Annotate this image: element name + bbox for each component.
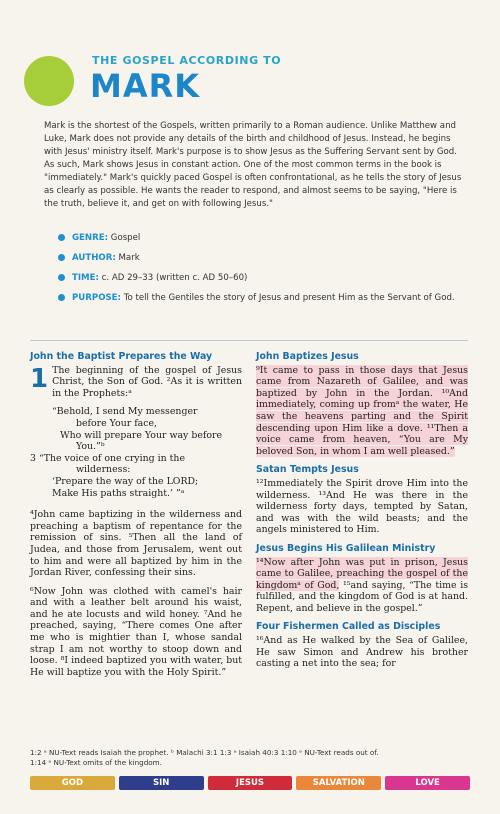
- verse-paragraph: ¹²Immediately the Spirit drove Him into the wilderness. ¹³And He was there in the wilderness forty days, tempted by Satan, and was with the wild beasts; and the angels ministered to Him.: [256, 477, 468, 536]
- verse-paragraph: ⁶Now John was clothed with camel's hair and with a leather belt around his waist, and he ate locusts and wild honey. ⁷And he preached, saying, “There comes One after me who is mightier than I, whose sandal strap I am not worthy to stoop down and loose. ⁸I indeed baptized you with water, but He will baptize you with the Holy Spirit.”: [30, 585, 242, 678]
- footnotes: [30, 748, 470, 768]
- fact-author: AUTHOR: Mark: [58, 252, 458, 264]
- highlighted-verse: ¹⁴Now after John was put in prison, Jesus came to Galilee, preaching the gospel of the kingdomᵃ of God,: [256, 556, 468, 591]
- book-kicker: THE GOSPEL ACCORDING TO: [92, 54, 282, 67]
- left-column: [30, 351, 242, 685]
- book-facts-list: [58, 232, 458, 312]
- verse-paragraph: ¹⁶And as He walked by the Sea of Galilee, He saw Simon and Andrew his brother casting a net into the sea; for: [256, 635, 468, 670]
- book-title: MARK: [90, 67, 201, 105]
- section-heading: Four Fishermen Called as Disciples: [256, 621, 441, 633]
- section-divider: [30, 340, 468, 341]
- green-circle-graphic: [24, 56, 74, 106]
- verse-paragraph: ¹⁴Now after John was put in prison, Jesus came to Galilee, preaching the gospel of the kingdomᵃ of God, ¹⁵and saying, “The time is fulfilled, and the kingdom of God is at hand. Repent, and believe in the gospel.”: [256, 556, 469, 614]
- section-heading: John the Baptist Prepares the Way: [30, 351, 213, 362]
- right-column: [256, 351, 468, 677]
- book-header: [0, 48, 500, 112]
- footnote-line: 1:2 ᵃ NU-Text reads Isaiah the prophet. ᵇ Malachi 3:1 1:3 ᵃ Isaiah 40:3 1:10 ᵃ NU-Text reads out of.: [30, 748, 379, 757]
- tab-god: GOD: [30, 776, 115, 790]
- verse-paragraph: ⁴John came baptizing in the wilderness and preaching a baptism of repentance for the remission of sins. ⁵Then all the land of Judea, and those from Jerusalem, went out to him and were all baptized by him in the Jordan River, confessing their sins.: [30, 509, 242, 579]
- tab-sin: SIN: [119, 776, 204, 790]
- bullet-icon: [58, 234, 65, 241]
- tab-love: LOVE: [385, 776, 470, 790]
- fact-time: TIME: c. AD 29–33 (written c. AD 50–60): [58, 272, 458, 284]
- section-heading: Satan Tempts Jesus: [256, 464, 359, 476]
- verse-paragraph: [256, 365, 468, 458]
- book-introduction: Mark is the shortest of the Gospels, written primarily to a Roman audience. Unlike Matthew and Luke, Mark does not provide any details of the birth and childhood of Jesus. Instead, he begins with Jesus' ministry itself. Mark's purpose is to show Jesus as the Suffering Servant sent by God. As such, Mark shows Jesus in constant action. One of the most common terms in the book is "immediately." Mark's quickly paced Gospel is often confrontational, as he tells the story of Jesus as clearly as possible. He wants the reader to respond, and almost seems to be saying, "Here is the truth, believe it, and get on with following Jesus.": [44, 121, 462, 209]
- theme-tabs: [30, 776, 470, 790]
- chapter-number: 1: [30, 363, 49, 394]
- bullet-icon: [58, 274, 65, 281]
- verse-paragraph: 1 The beginning of the gospel of Jesus Christ, the Son of God. ²As it is written in the Prophets:ᵃ: [30, 363, 242, 399]
- poetry-block: “Behold, I send My messenger before Your face, Who will prepare Your way before You.”ᵇ 3 “The voice of one crying in the wilderness: ‘Prepare the way of the LORD; Make His paths straight.’ ”ᵃ: [30, 406, 223, 499]
- bullet-icon: [58, 254, 65, 261]
- footnote-line: 1:14 ᵃ NU-Text omits of the kingdom.: [30, 758, 162, 767]
- tab-jesus: JESUS: [208, 776, 293, 790]
- fact-genre: GENRE: Gospel: [58, 232, 458, 244]
- highlighted-verse: ⁹It came to pass in those days that Jesus came from Nazareth of Galilee, and was baptized by John in the Jordan. ¹⁰And immediately, coming up fromᵃ the water, He saw the heavens parting and the Spirit descending upon Him like a dove. ¹¹Then a voice came from heaven, “You are My beloved Son, in whom I am well pleased.”: [256, 364, 468, 457]
- fact-purpose: PURPOSE: To tell the Gentiles the story of Jesus and present Him as the Servant of God.: [58, 292, 458, 304]
- section-heading: John Baptizes Jesus: [256, 351, 359, 362]
- tab-salvation: SALVATION: [296, 776, 381, 790]
- bullet-icon: [58, 294, 65, 301]
- section-heading: Jesus Begins His Galilean Ministry: [256, 542, 436, 554]
